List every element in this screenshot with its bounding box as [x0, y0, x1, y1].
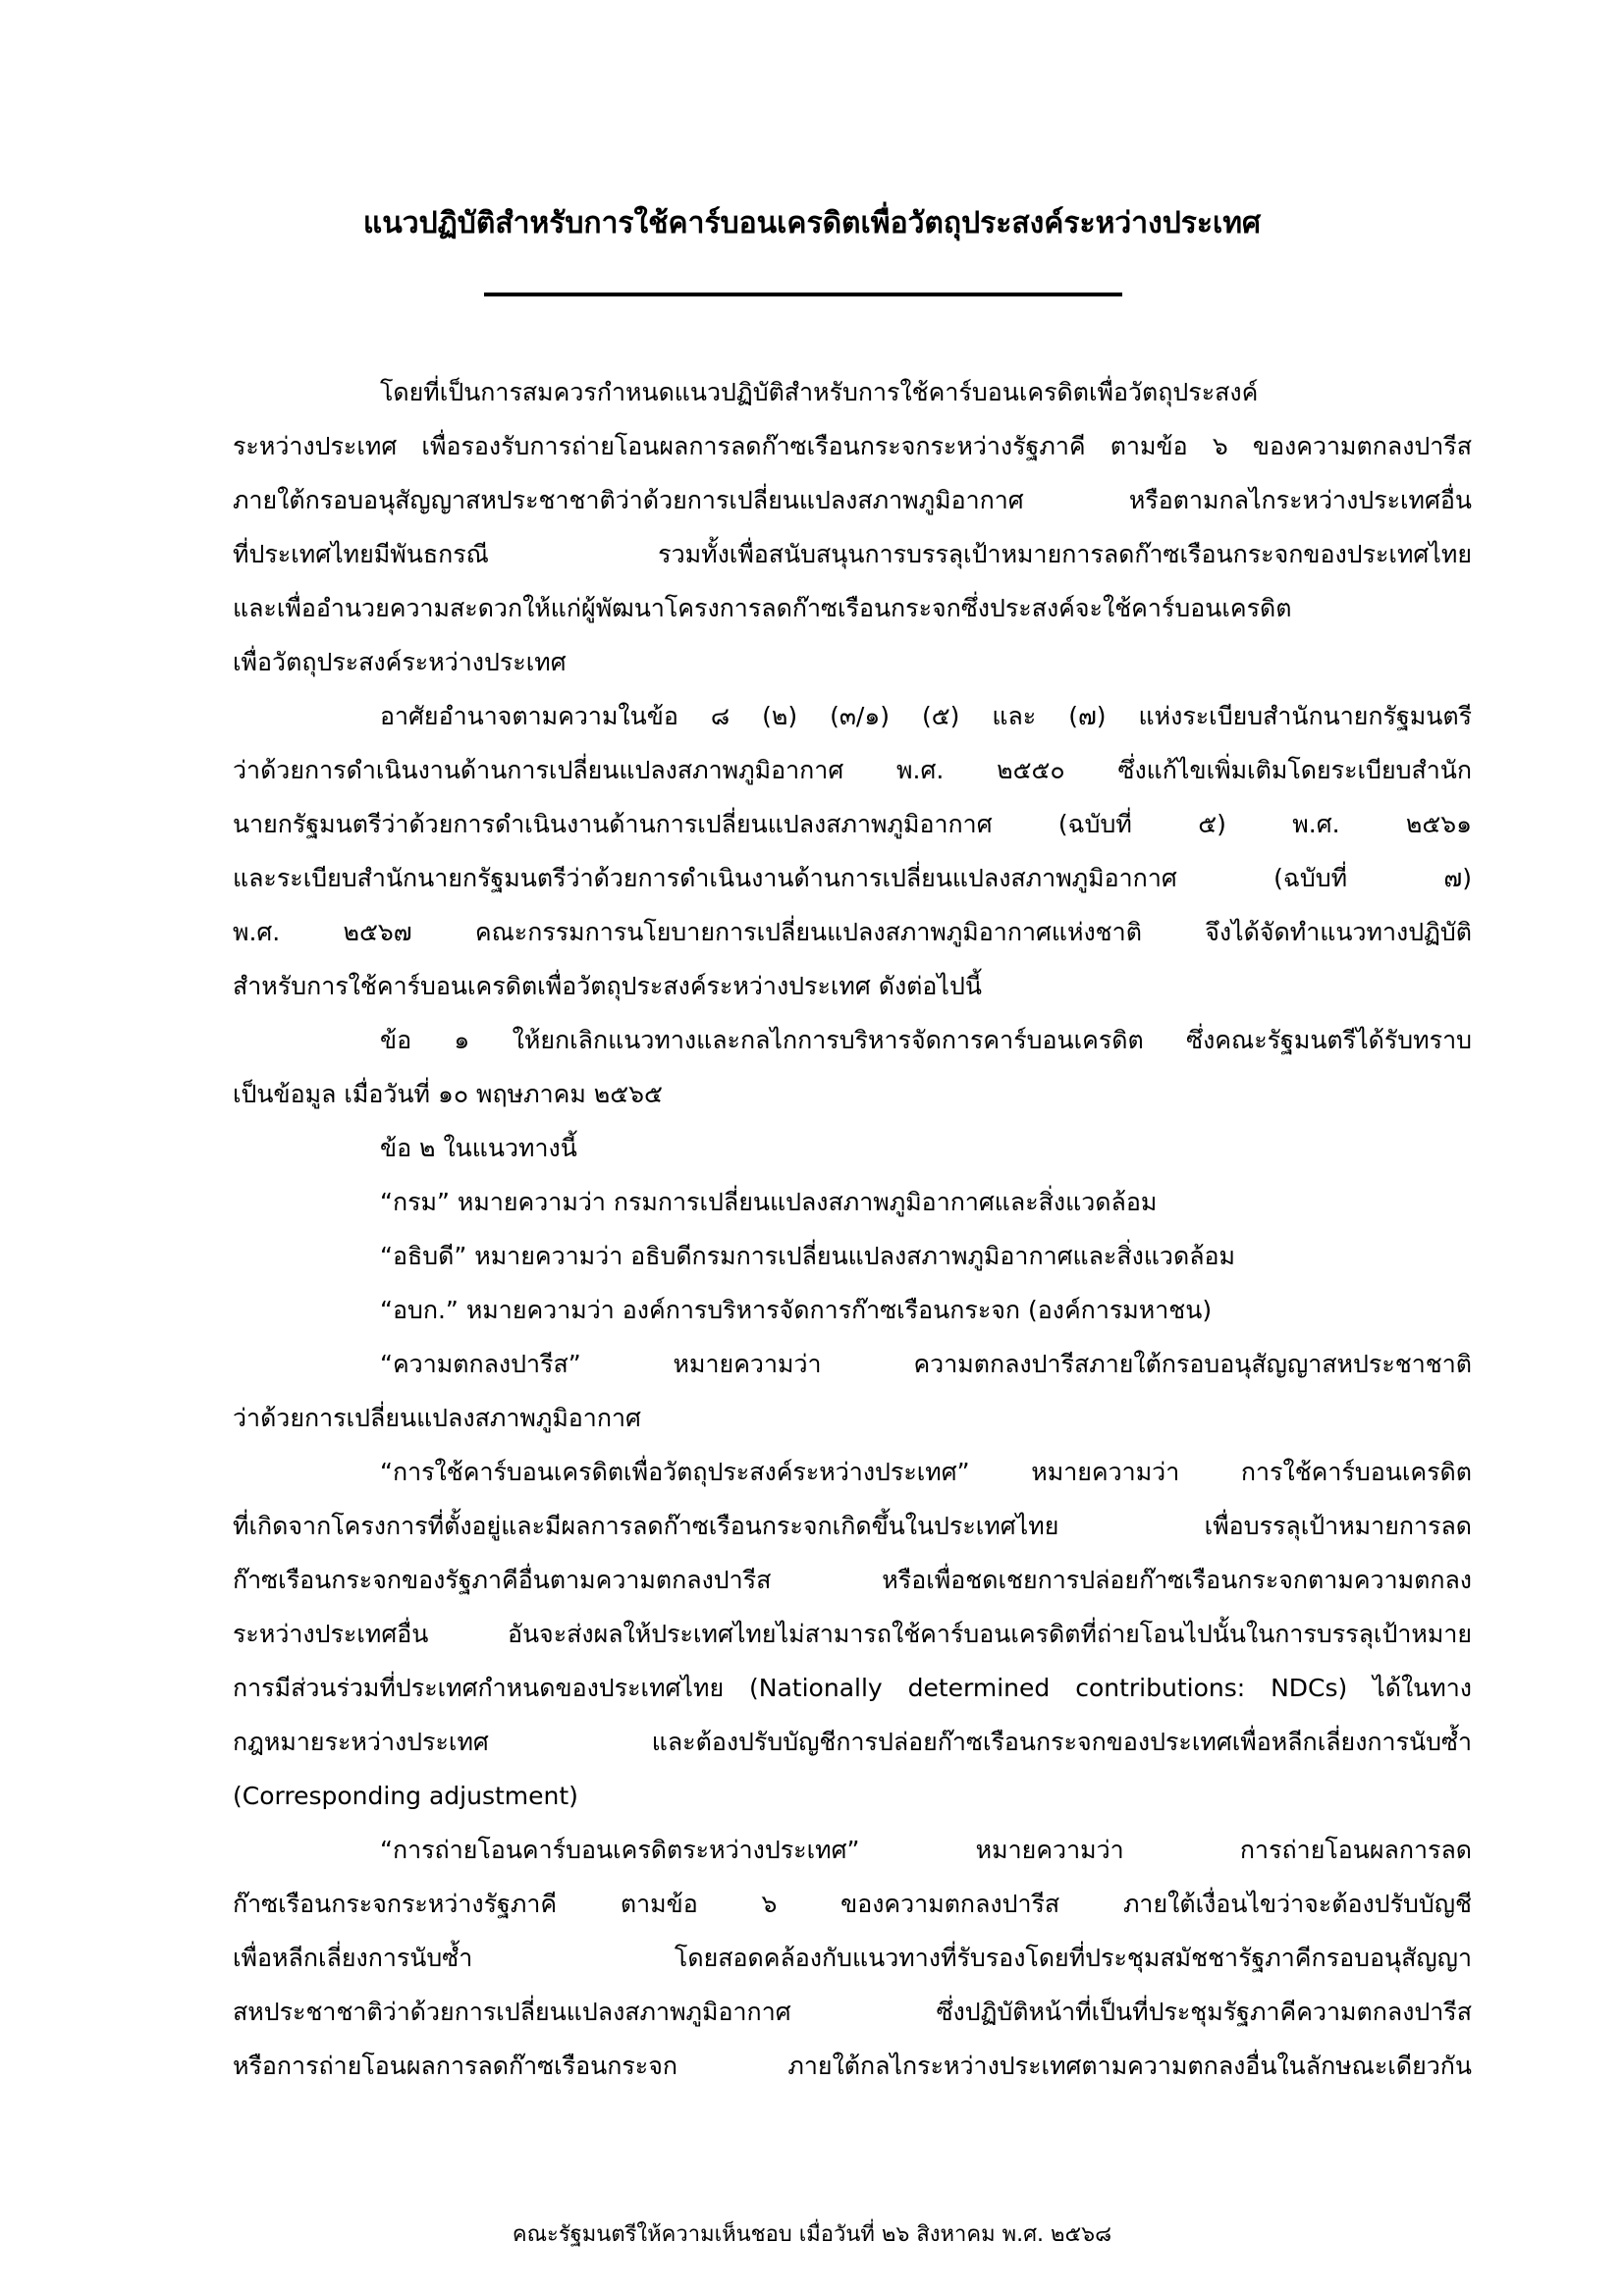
paragraph-line: ที่ประเทศไทยมีพันธกรณี รวมทั้งเพื่อสนับสนุนการบรรลุเป้าหมายการลดก๊าซเรือนกระจกของประเทศไทย [233, 540, 1472, 568]
definition-line: “การถ่ายโอนคาร์บอนเครดิตระหว่างประเทศ” หมายความว่า การถ่ายโอนผลการลด [380, 1836, 1472, 1864]
paragraph-line: พ.ศ. ๒๕๖๗ คณะกรรมการนโยบายการเปลี่ยนแปลงสภาพภูมิอากาศแห่งชาติ จึงได้จัดทำแนวทางปฏิบัติ [233, 918, 1472, 946]
paragraph-line: เพื่อวัตถุประสงค์ระหว่างประเทศ [233, 648, 567, 676]
paragraph-line: และเพื่ออำนวยความสะดวกให้แก่ผู้พัฒนาโครงการลดก๊าซเรือนกระจกซึ่งประสงค์จะใช้คาร์บอนเครดิต [233, 594, 1292, 622]
definition-line: ว่าด้วยการเปลี่ยนแปลงสภาพภูมิอากาศ [233, 1404, 641, 1432]
definition-line: เพื่อหลีกเลี่ยงการนับซ้ำ โดยสอดคล้องกับแนวทางที่รับรองโดยที่ประชุมสมัชชารัฐภาคีกรอบอนุสัญญา [233, 1944, 1472, 1972]
paragraph-line: ข้อ ๑ ให้ยกเลิกแนวทางและกลไกการบริหารจัดการคาร์บอนเครดิต ซึ่งคณะรัฐมนตรีได้รับทราบ [380, 1026, 1472, 1054]
paragraph-line: โดยที่เป็นการสมควรกำหนดแนวปฏิบัติสำหรับการใช้คาร์บอนเครดิตเพื่อวัตถุประสงค์ [380, 378, 1259, 406]
definition-line: การมีส่วนร่วมที่ประเทศกำหนดของประเทศไทย (Nationally determined contributions: NDCs) ได้ในทาง [233, 1674, 1472, 1702]
definition-line: “การใช้คาร์บอนเครดิตเพื่อวัตถุประสงค์ระหว่างประเทศ” หมายความว่า การใช้คาร์บอนเครดิต [380, 1458, 1472, 1486]
document-body [233, 365, 1472, 2093]
paragraph-line: อาศัยอำนาจตามความในข้อ ๘ (๒) (๓/๑) (๕) และ (๗) แห่งระเบียบสำนักนายกรัฐมนตรี [380, 702, 1472, 730]
paragraph-line: ภายใต้กรอบอนุสัญญาสหประชาชาติว่าด้วยการเปลี่ยนแปลงสภาพภูมิอากาศ หรือตามกลไกระหว่างประเทศอื่น [233, 486, 1472, 514]
approval-footer: คณะรัฐมนตรีให้ความเห็นชอบ เมื่อวันที่ ๒๖ สิงหาคม พ.ศ. ๒๕๖๘ [512, 2222, 1112, 2247]
definition-line: (Corresponding adjustment) [233, 1782, 578, 1810]
paragraph-line: ระหว่างประเทศ เพื่อรองรับการถ่ายโอนผลการลดก๊าซเรือนกระจกระหว่างรัฐภาคี ตามข้อ ๖ ของความตกลงปารีส [233, 432, 1472, 460]
paragraph-line: นายกรัฐมนตรีว่าด้วยการดำเนินงานด้านการเปลี่ยนแปลงสภาพภูมิอากาศ (ฉบับที่ ๕) พ.ศ. ๒๕๖๑ [233, 810, 1472, 838]
definition-line: “ความตกลงปารีส” หมายความว่า ความตกลงปารีสภายใต้กรอบอนุสัญญาสหประชาชาติ [380, 1350, 1472, 1378]
definition-line: ระหว่างประเทศอื่น อันจะส่งผลให้ประเทศไทยไม่สามารถใช้คาร์บอนเครดิตที่ถ่ายโอนไปนั้นในการบรรลุเป้าหมาย [233, 1620, 1472, 1648]
definition-line: “อธิบดี” หมายความว่า อธิบดีกรมการเปลี่ยนแปลงสภาพภูมิอากาศและสิ่งแวดล้อม [380, 1242, 1236, 1270]
paragraph-line: ว่าด้วยการดำเนินงานด้านการเปลี่ยนแปลงสภาพภูมิอากาศ พ.ศ. ๒๕๕๐ ซึ่งแก้ไขเพิ่มเติมโดยระเบียบสำนัก [233, 756, 1472, 784]
definition-line: ก๊าซเรือนกระจกระหว่างรัฐภาคี ตามข้อ ๖ ของความตกลงปารีส ภายใต้เงื่อนไขว่าจะต้องปรับบัญชี [233, 1890, 1472, 1918]
title-underline [484, 293, 1122, 296]
paragraph-line: ข้อ ๒ ในแนวทางนี้ [380, 1134, 577, 1162]
paragraph-line: เป็นข้อมูล เมื่อวันที่ ๑๐ พฤษภาคม ๒๕๖๕ [233, 1080, 663, 1108]
definition-line: กฎหมายระหว่างประเทศ และต้องปรับบัญชีการปล่อยก๊าซเรือนกระจกของประเทศเพื่อหลีกเลี่ยงการนับซ้ำ [233, 1728, 1472, 1756]
paragraph-line: และระเบียบสำนักนายกรัฐมนตรีว่าด้วยการดำเนินงานด้านการเปลี่ยนแปลงสภาพภูมิอากาศ (ฉบับที่ ๗) [233, 864, 1472, 892]
definition-line: ที่เกิดจากโครงการที่ตั้งอยู่และมีผลการลดก๊าซเรือนกระจกเกิดขึ้นในประเทศไทย เพื่อบรรลุเป้าหมายการลด [233, 1512, 1472, 1540]
definition-line: ก๊าซเรือนกระจกของรัฐภาคีอื่นตามความตกลงปารีส หรือเพื่อชดเชยการปล่อยก๊าซเรือนกระจกตามความตกลง [233, 1566, 1472, 1594]
definition-line: “กรม” หมายความว่า กรมการเปลี่ยนแปลงสภาพภูมิอากาศและสิ่งแวดล้อม [380, 1188, 1158, 1216]
document-title: แนวปฏิบัติสำหรับการใช้คาร์บอนเครดิตเพื่อวัตถุประสงค์ระหว่างประเทศ [362, 206, 1262, 240]
paragraph-line: สำหรับการใช้คาร์บอนเครดิตเพื่อวัตถุประสงค์ระหว่างประเทศ ดังต่อไปนี้ [233, 972, 982, 1000]
definition-line: หรือการถ่ายโอนผลการลดก๊าซเรือนกระจก ภายใต้กลไกระหว่างประเทศตามความตกลงอื่นในลักษณะเดียวกัน [233, 2052, 1472, 2080]
definition-line: สหประชาชาติว่าด้วยการเปลี่ยนแปลงสภาพภูมิอากาศ ซึ่งปฏิบัติหน้าที่เป็นที่ประชุมรัฐภาคีความตกลงปารีส [233, 1998, 1472, 2026]
definition-line: “อบก.” หมายความว่า องค์การบริหารจัดการก๊าซเรือนกระจก (องค์การมหาชน) [380, 1296, 1213, 1324]
